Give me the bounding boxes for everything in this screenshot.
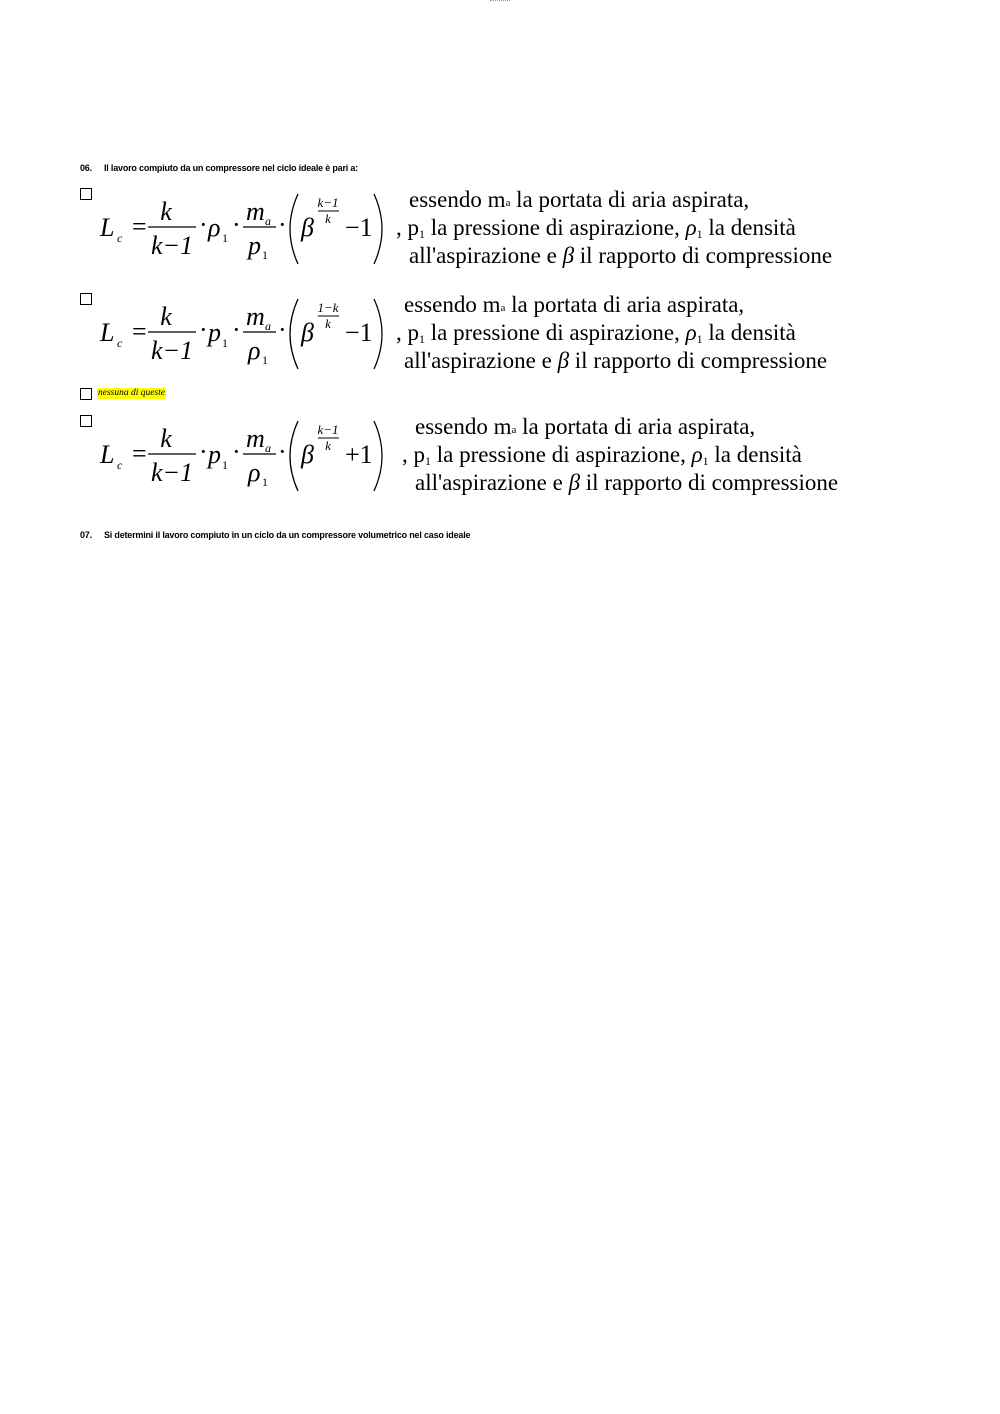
left-paren [290, 194, 298, 264]
beta-symbol: β [301, 440, 314, 469]
beta-symbol: β [301, 213, 314, 242]
dot-3: · [278, 437, 287, 466]
formula-equals: = [132, 212, 147, 241]
frac2-numerator: m [246, 302, 265, 331]
factor1-sub: 1 [222, 336, 228, 350]
left-paren [290, 421, 298, 491]
option-b-description: essendo ma la portata di aria aspirata, , $p_1$ la pressione di aspirazione, $\rho_1$ la densità all'aspirazione e β il rapporto di compressione [396, 292, 828, 373]
frac1-numerator: k [160, 424, 172, 453]
dot-2: · [232, 437, 241, 466]
frac2-numerator: m [246, 424, 265, 453]
factor1: ρ [208, 213, 221, 242]
frac2-denominator-sub: 1 [262, 248, 268, 262]
dot-1: · [199, 437, 208, 466]
formula-L-sub: c [117, 231, 123, 245]
frac1-numerator: k [160, 197, 172, 226]
exponent-numerator: k−1 [317, 422, 339, 437]
formula-tail: −1 [345, 318, 373, 347]
frac2-denominator: p [248, 231, 261, 260]
dot-2: · [232, 315, 241, 344]
exponent-denominator: k [325, 316, 331, 331]
question-text: Il lavoro compiuto da un compressore nel ciclo ideale è pari a: [104, 163, 358, 173]
factor1-sub: 1 [222, 458, 228, 472]
option-d-formula [98, 413, 398, 505]
exponent-denominator: k [325, 211, 331, 226]
frac2-denominator: ρ [248, 458, 261, 487]
frac1-denominator: k−1 [150, 458, 194, 487]
right-paren [374, 194, 382, 264]
left-paren [290, 299, 298, 369]
frac2-denominator-sub: 1 [262, 475, 268, 489]
frac1-denominator: k−1 [150, 336, 194, 365]
dot-1: · [199, 315, 208, 344]
formula-equals: = [132, 439, 147, 468]
frac2-numerator: m [246, 197, 265, 226]
exponent-numerator: k−1 [317, 195, 339, 210]
option-d-description: essendo ma la portata di aria aspirata, , $p_1$ la pressione di aspirazione, $\rho_1$ la densità all'aspirazione e β il rapporto di compressione [402, 414, 839, 495]
factor1: p [208, 318, 221, 347]
option-b-checkbox[interactable] [80, 293, 92, 305]
dot-3: · [278, 315, 287, 344]
frac1-numerator: k [160, 302, 172, 331]
page-header-mark [490, 0, 510, 3]
question-number: 07. [80, 530, 92, 540]
formula-tail: +1 [345, 440, 373, 469]
factor1-sub: 1 [222, 231, 228, 245]
right-paren [374, 421, 382, 491]
dot-3: · [278, 210, 287, 239]
exponent-denominator: k [325, 438, 331, 453]
formula-L: L [100, 318, 115, 347]
formula-svg [98, 291, 398, 383]
frac2-numerator-sub: a [265, 214, 271, 228]
frac2-denominator-sub: 1 [262, 353, 268, 367]
dot-2: · [232, 210, 241, 239]
option-c-checkbox[interactable] [80, 388, 92, 400]
right-paren [374, 299, 382, 369]
dot-1: · [199, 210, 208, 239]
formula-L-sub: c [117, 336, 123, 350]
formula-svg [98, 413, 398, 505]
formula-L-sub: c [117, 458, 123, 472]
formula-L: L [100, 440, 115, 469]
question-06-title [80, 163, 358, 173]
frac2-numerator-sub: a [265, 319, 271, 333]
option-a-description: essendo ma la portata di aria aspirata, , $p_1$ la pressione di aspirazione, $\rho_1$ la densità all'aspirazione e β il rapporto di compressione [396, 187, 833, 268]
frac2-denominator: ρ [248, 336, 261, 365]
option-a-formula [98, 186, 398, 278]
formula-svg [98, 186, 398, 278]
formula-tail: −1 [345, 213, 373, 242]
option-a-checkbox[interactable] [80, 188, 92, 200]
option-d-checkbox[interactable] [80, 415, 92, 427]
question-text: Si determini il lavoro compiuto in un ciclo da un compressore volumetrico nel caso ideale [104, 530, 471, 540]
beta-symbol: β [301, 318, 314, 347]
formula-equals: = [132, 317, 147, 346]
question-07-title [80, 530, 470, 540]
frac1-denominator: k−1 [150, 231, 194, 260]
formula-L: L [100, 213, 115, 242]
question-number: 06. [80, 163, 92, 173]
exponent-numerator: 1−k [317, 300, 339, 315]
option-b-formula [98, 291, 398, 383]
frac2-numerator-sub: a [265, 441, 271, 455]
factor1: p [208, 440, 221, 469]
option-c-label: nessuna di queste [98, 388, 166, 398]
